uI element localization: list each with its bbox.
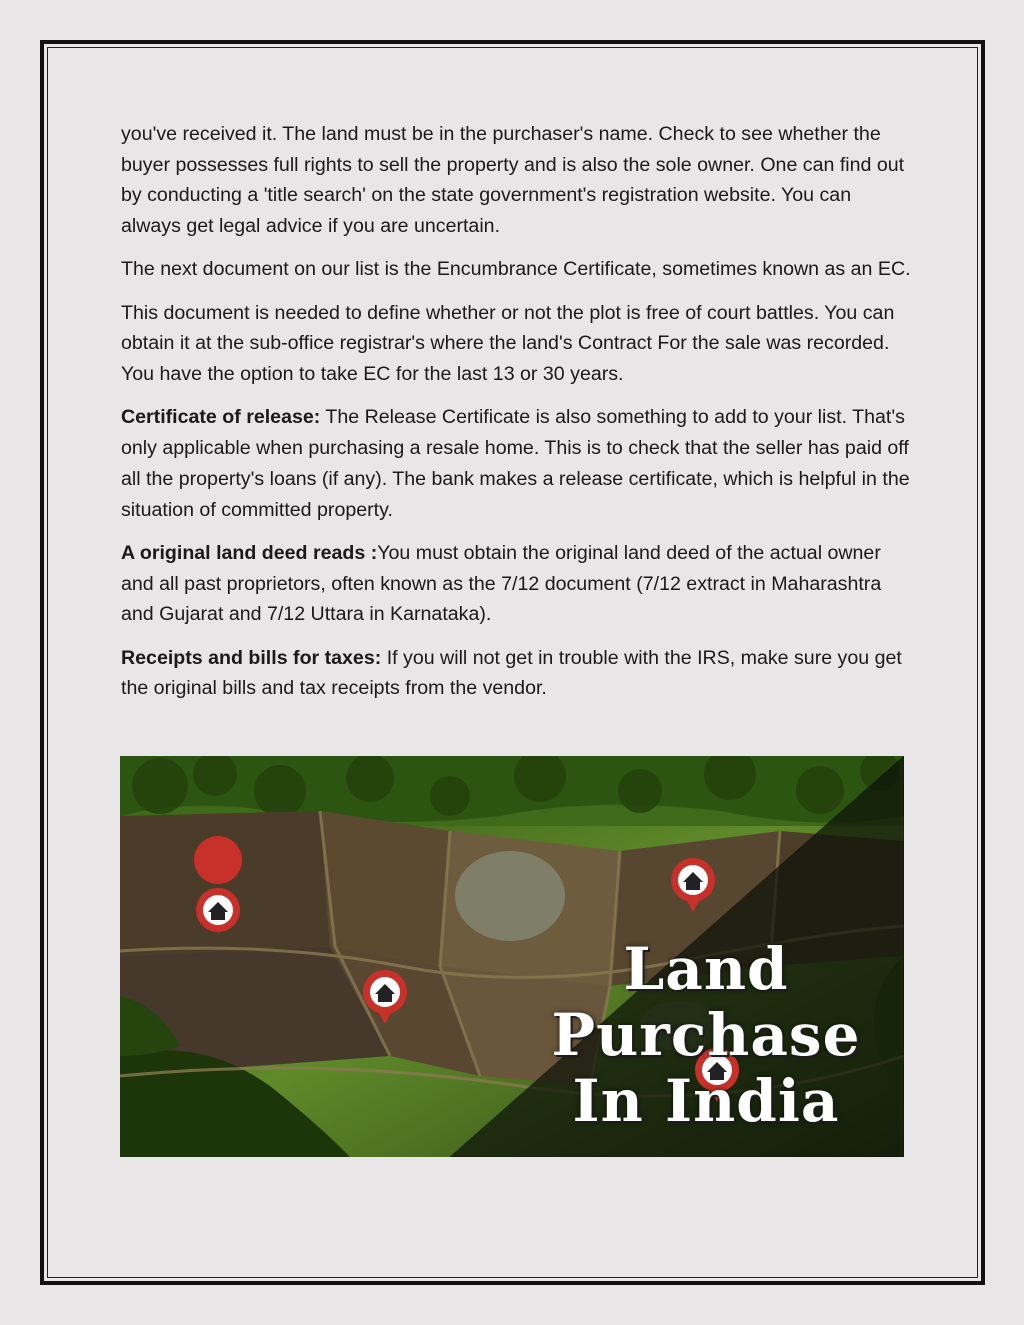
paragraph-tax-receipts [121,643,911,704]
paragraph-lead: A original land deed reads : [121,541,378,564]
land-purchase-image [120,756,904,1157]
paragraph-text: You must obtain the original land deed of the actual owner and all past proprietors, often known as the 7/12 document (7/12 extract in Maharashtra and Gujarat and 7/12 Uttara in Karnataka). [121,541,882,626]
hero-title-line: Purchase [551,1001,861,1069]
paragraph-text: The Release Certificate is also something to add to your list. That's only applicable when purchasing a resale home. This is to check that the seller has paid off all the property's loans (if any). The bank makes a release certificate, which is helpful in the situation of committed property. [121,406,910,521]
paragraph-land-deed [121,538,911,630]
paragraph-release-certificate [121,402,911,525]
hero-title-line: In India [572,1067,840,1135]
paragraph-text: The next document on our list is the Encumbrance Certificate, sometimes known as an EC. [121,258,911,281]
hero-title-line: Land [623,935,789,1003]
paragraph-lead: Receipts and bills for taxes: [121,646,382,669]
hero-title [516,936,896,1134]
paragraph-lead: Certificate of release: [121,406,321,429]
paragraph-encumbrance-intro [121,254,911,285]
paragraph-title-check [121,119,911,242]
paragraph-encumbrance-detail [121,298,911,390]
document-body [121,119,911,717]
paragraph-text: you've received it. The land must be in the purchaser's name. Check to see whether the buyer possesses full rights to sell the property and is also the sole owner. One can find out by conducting a 'title search' on the state government's registration website. You can always get legal advice if you are uncertain. [121,123,905,238]
paragraph-text: This document is needed to define whether or not the plot is free of court battles. You can obtain it at the sub-office registrar's where the land's Contract For the sale was recorded. You have the option to take EC for the last 13 or 30 years. [121,301,895,386]
paragraph-text: If you will not get in trouble with the IRS, make sure you get the original bills and tax receipts from the vendor. [121,646,902,700]
